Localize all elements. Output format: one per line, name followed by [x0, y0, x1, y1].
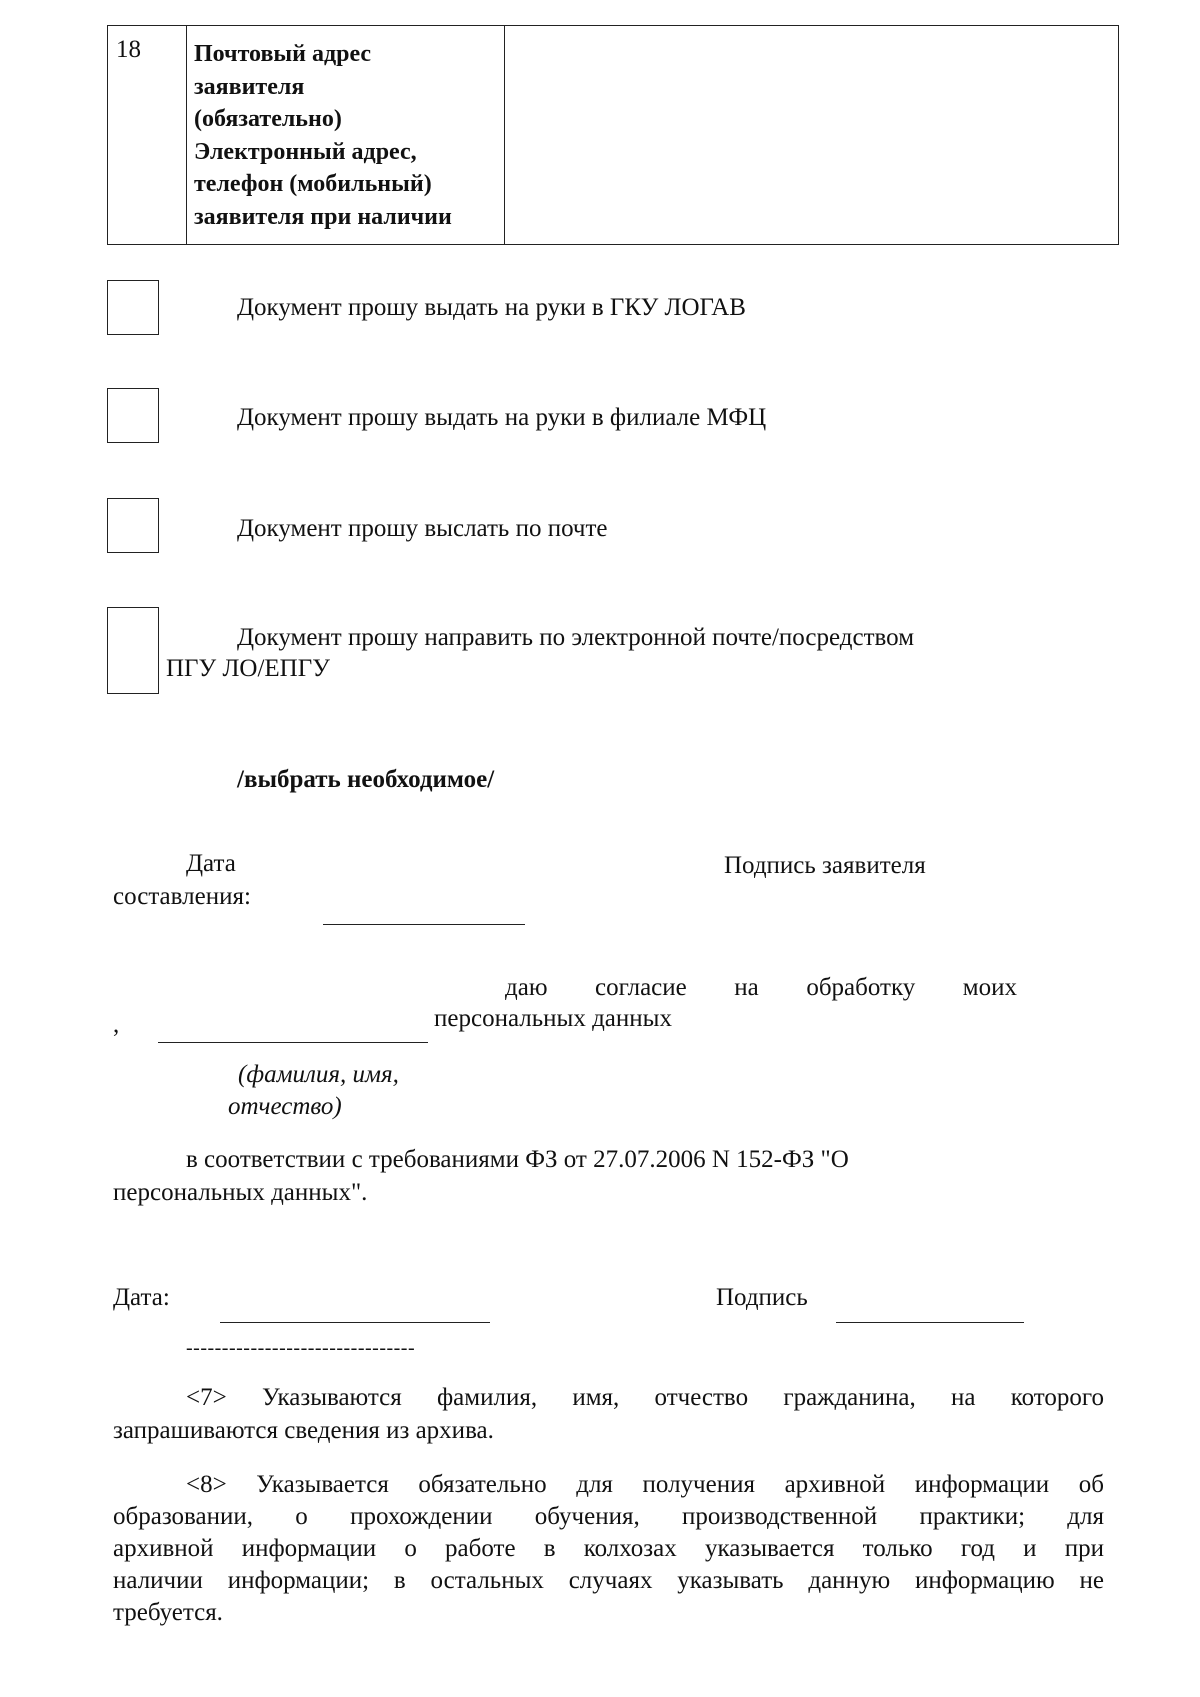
footnote-8-line: архивной информации о работе в колхозах указывается только год и при — [113, 1535, 1104, 1562]
law-line2: персональных данных". — [113, 1179, 368, 1206]
option-hand-mfc-label: Документ прошу выдать на руки в филиале МФЦ — [237, 404, 767, 431]
signature-label: Подпись заявителя — [724, 852, 926, 879]
choose-note: /выбрать необходимое/ — [237, 766, 495, 793]
consent-word: согласие — [595, 974, 687, 1001]
row-label-line: телефон (мобильный) — [194, 171, 432, 197]
footnote-7-line2: запрашиваются сведения из архива. — [113, 1417, 494, 1444]
row-label-line: Электронный адрес, — [194, 138, 417, 165]
option-hand-mfc-checkbox[interactable] — [107, 388, 159, 443]
separator-dashes: -------------------------------- — [186, 1337, 416, 1359]
row-label-line: заявителя — [194, 73, 305, 100]
date-label: Дата: — [113, 1284, 170, 1311]
date-field-line[interactable] — [220, 1322, 490, 1323]
consent-word: обработку — [806, 974, 916, 1001]
date-input-line[interactable] — [323, 924, 525, 925]
date-label-line1: Дата — [186, 850, 236, 877]
option-post-checkbox[interactable] — [107, 498, 159, 553]
option-hand-logav-checkbox[interactable] — [107, 280, 159, 335]
option-email-label-line2: ПГУ ЛО/ЕПГУ — [166, 655, 330, 682]
footnote-8-line: <8> Указывается обязательно для получения архивной информации об — [186, 1471, 1104, 1498]
sign-label: Подпись — [716, 1284, 808, 1311]
row-label-line: (обязательно) — [194, 106, 342, 132]
row-label-line: заявителя при наличии — [194, 203, 452, 230]
row-label — [187, 26, 505, 244]
fio-hint-line1: (фамилия, имя, — [238, 1061, 399, 1088]
footnote-8-line: наличии информации; в остальных случаях указывать данную информацию не — [113, 1567, 1104, 1594]
sign-field-line[interactable] — [836, 1322, 1024, 1323]
applicant-address-row — [107, 25, 1119, 245]
row-number: 18 — [108, 26, 187, 244]
option-post-label: Документ прошу выслать по почте — [237, 515, 608, 542]
fio-hint-line2: отчество) — [228, 1093, 342, 1120]
row-label-line: Почтовый адрес — [194, 41, 372, 67]
consent-line1 — [505, 973, 1017, 1003]
footnote-8-line: образовании, о прохождении обучения, производственной практики; для — [113, 1503, 1104, 1530]
consent-comma: , — [113, 1011, 120, 1038]
consent-word: на — [734, 974, 759, 1001]
option-hand-logav-label: Документ прошу выдать на руки в ГКУ ЛОГАВ — [237, 294, 746, 321]
consent-word: даю — [505, 974, 548, 1001]
consent-word: моих — [962, 974, 1017, 1001]
fio-input-line[interactable] — [158, 1042, 428, 1043]
option-email-label: Документ прошу направить по электронной почте/посредством — [237, 624, 915, 651]
law-line1: в соответствии с требованиями ФЗ от 27.07.2006 N 152-ФЗ "О — [186, 1146, 849, 1173]
address-value-field[interactable] — [505, 26, 1118, 244]
footnote-7-line1: <7> Указываются фамилия, имя, отчество гражданина, на которого — [186, 1384, 1104, 1411]
consent-line2: персональных данных — [434, 1005, 672, 1032]
date-label-line2: составления: — [113, 883, 251, 910]
footnote-8-last-line: требуется. — [113, 1599, 223, 1626]
option-email-checkbox[interactable] — [107, 607, 159, 694]
